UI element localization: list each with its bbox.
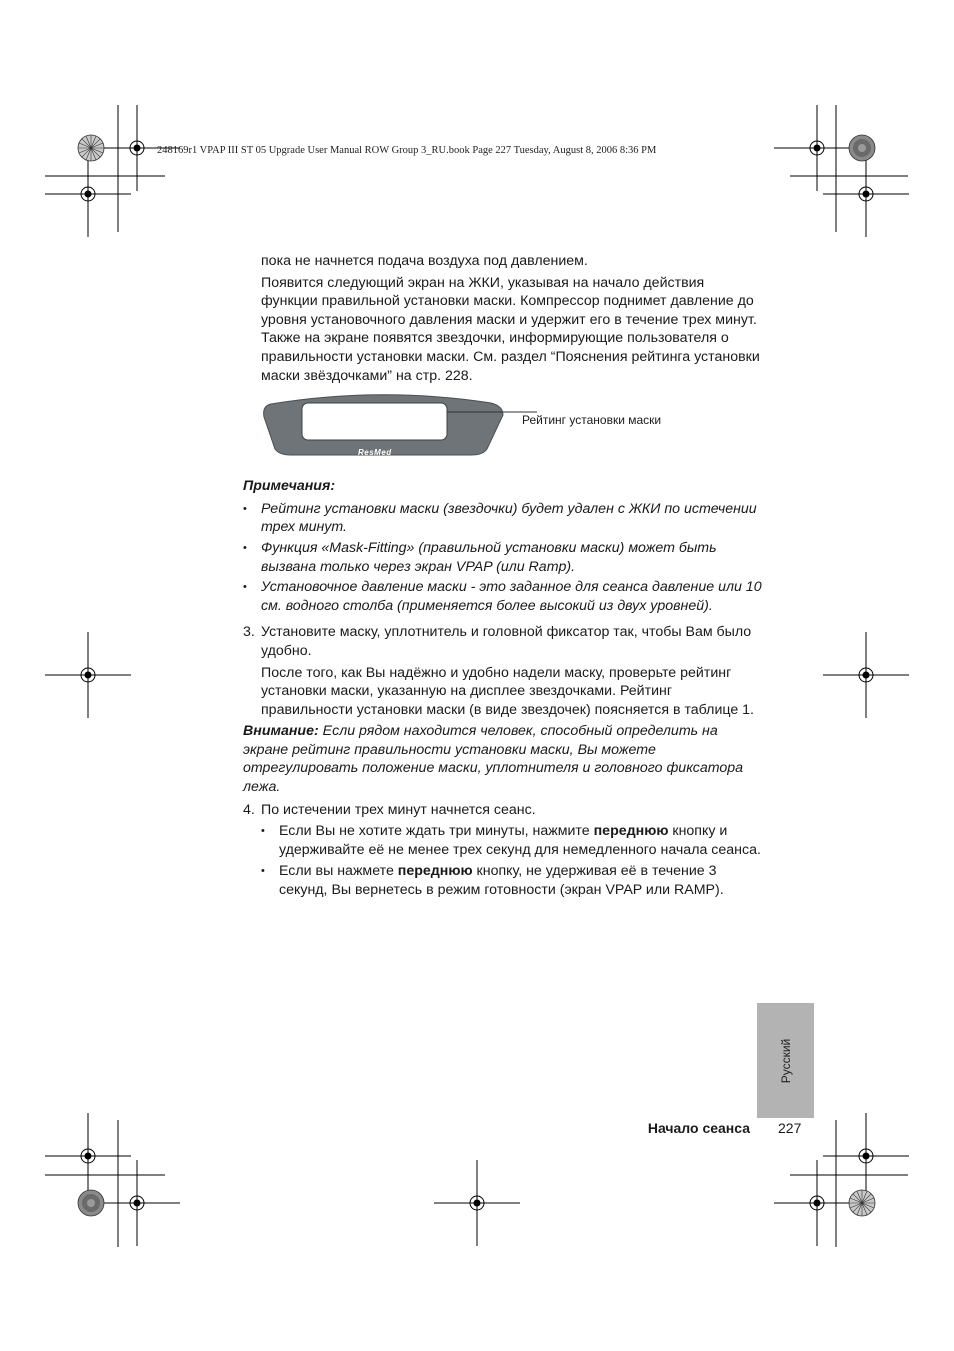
- language-label: Русский: [778, 1038, 793, 1083]
- bullet-item: [243, 862, 763, 899]
- step-text: По истечении трех минут начнется сеанс.: [261, 801, 536, 818]
- notes-title: Примечания:: [243, 478, 336, 495]
- bullet-emphasis: переднюю: [397, 863, 473, 880]
- note-item: • Установочное давление маски - это заданное для сеанса давление или 10 см. водного столба (применяется более высокий из двух уровней).: [243, 578, 763, 615]
- step-3-followup: После того, как Вы надёжно и удобно надели маску, проверьте рейтинг установки маски, указанную на дисплее звездочками. Рейтинг правильности установки маски (в виде звездочек) поясняется в таблице 1.: [261, 664, 754, 718]
- note-item: • Функция «Mask-Fitting» (правильной установки маски) может быть вызвана только через экран VPAP (или Ramp).: [243, 539, 763, 576]
- caution-text: Если рядом находится человек, способный определить на экране рейтинг правильности установки маски, Вы можете отрегулировать положение маски, уплотнителя и головного фиксатора лежа.: [243, 723, 744, 796]
- print-header: 248169r1 VPAP III ST 05 Upgrade User Manual ROW Group 3_RU.book Page 227 Tuesday, August 8, 2006 8:36 PM: [157, 145, 657, 156]
- bullet-text: кнопку и удерживайте её не менее трех секунд для немедленного начала сеанса.: [279, 823, 761, 858]
- bullet-item: [243, 822, 763, 859]
- brand-logo: ResMed: [358, 448, 392, 458]
- note-item: • Рейтинг установки маски (звездочки) будет удален с ЖКИ по истечении трех минут.: [243, 500, 763, 537]
- device-lcd-figure: [243, 389, 763, 467]
- footer-section-title: Начало сеанса: [647, 1120, 750, 1136]
- step-number: 3.: [243, 624, 255, 641]
- caution-label: Внимание:: [243, 723, 319, 740]
- bullet-text: Если вы нажмете: [279, 863, 398, 880]
- step-3: [243, 623, 763, 660]
- step-4: [243, 801, 763, 820]
- step-4-bullets: [243, 822, 763, 899]
- step-text: Установите маску, уплотнитель и головной фиксатор так, чтобы Вам было удобно.: [261, 624, 752, 659]
- bullet-text: кнопку, не удерживая её в течение 3 секунд, Вы вернетесь в режим готовности (экран VPAP или RAMP).: [279, 863, 724, 899]
- caution-note: [243, 722, 763, 796]
- device-illustration: [261, 389, 541, 467]
- notes-list: [243, 500, 763, 616]
- page-number: 227: [778, 1120, 802, 1136]
- intro-paragraph: Появится следующий экран на ЖКИ, указывая на начало действия функции правильной установки маски. Компрессор поднимет давление до уровня установочного давления маски и удержит его в течение трех минут. Также на экране появятся звездочки, информирующие пользователя о правильности установки маски. См. раздел “Пояснения рейтинга установки маски звёздочками” на стр. 228.: [261, 274, 760, 384]
- bullet-text: Если Вы не хотите ждать три минуты, нажмите: [279, 823, 594, 840]
- intro-section: [243, 252, 763, 385]
- bullet-emphasis: переднюю: [593, 823, 669, 840]
- language-tab: [757, 1003, 814, 1118]
- step-number: 4.: [243, 801, 255, 818]
- main-content: [243, 252, 763, 903]
- lcd-screen: [302, 403, 447, 440]
- intro-line: пока не начнется подача воздуха под давлением.: [261, 253, 588, 269]
- callout-label: Рейтинг установки маски: [522, 413, 662, 428]
